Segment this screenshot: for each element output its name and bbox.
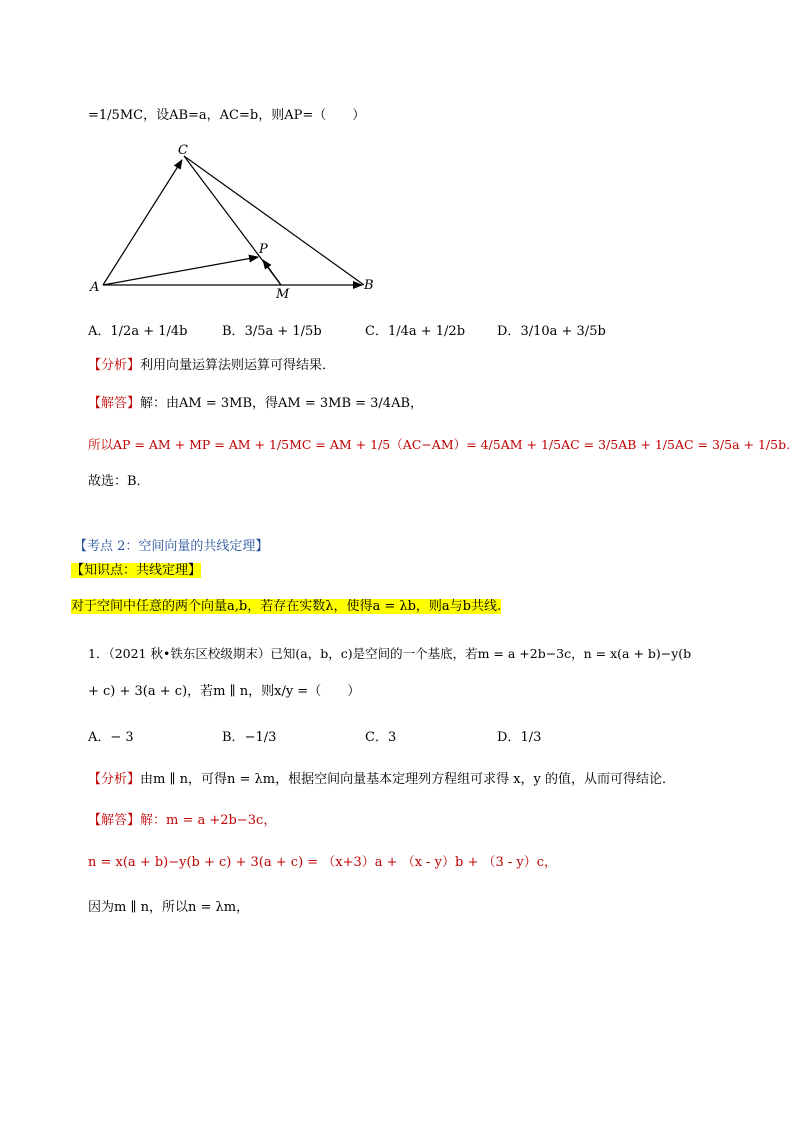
q1-answer-tag: 【解答】 (88, 813, 141, 828)
answer-line-2: 所以AP = AM + MP = AM + 1/5MC = AM + 1/5（AC−AM）= 4/5AM + 1/5AC = 3/5AB + 1/5AC = 3/5a + 1/5b. (88, 437, 791, 452)
q1-option-b: B．−1/3 (222, 730, 277, 745)
answer-text-1: 解：由AM = 3MB，得AM = 3MB = 3/4AB， (140, 396, 424, 411)
analysis (88, 356, 335, 376)
point-title: 【考点 2：空间向量的共线定理】 (74, 539, 269, 554)
analysis-tag: 【分析】 (88, 358, 141, 373)
knowledge-tag: 【知识点：共线定理】 (71, 563, 202, 578)
q1-stem-line-1: 1．（2021 秋•铁东区校级期末）已知(a，b，c)是空间的一个基底，若m = a +2b−3c，n = x(a + b)−y(b (88, 646, 692, 661)
q1-option-c: C．3 (365, 730, 397, 745)
analysis-text: 利用向量运算法则运算可得结果． (140, 358, 336, 373)
q1-analysis-tag: 【分析】 (88, 772, 141, 787)
q1-option-d: D．1/3 (497, 730, 542, 745)
label-c: C (178, 143, 188, 158)
answer-tag: 【解答】 (88, 396, 141, 411)
option-d: D．3/10a + 3/5b (497, 324, 606, 339)
question-stem: =1/5MC，设AB=a，AC=b，则AP=（ ） (88, 108, 366, 123)
knowledge-label (71, 561, 201, 581)
segment-ac (103, 160, 182, 285)
option-c: C．1/4a + 1/2b (365, 324, 466, 339)
q1-answer-line-2: n = x(a + b)−y(b + c) + 3(a + c) = （x+3）a + （x - y）b + （3 - y）c， (88, 855, 558, 870)
q1-analysis (88, 770, 675, 790)
theorem (71, 597, 501, 617)
option-a: A．1/2a + 1/4b (88, 324, 188, 339)
label-b: B (364, 278, 374, 293)
segment-ap (103, 257, 258, 285)
label-p: P (259, 242, 268, 257)
triangle-figure (86, 140, 386, 300)
segment-mp (263, 260, 281, 285)
answer-choice: 故选：B． (88, 474, 150, 489)
q1-answer-line-3: 因为m ∥ n，所以n = λm， (88, 900, 250, 915)
q1-answer-text-1: 解：m = a +2b−3c， (140, 813, 277, 828)
answer-line-1 (88, 394, 423, 414)
option-b: B．3/5a + 1/5b (222, 324, 322, 339)
q1-stem-line-2: + c) + 3(a + c)，若m ∥ n，则x/y =（ ） (88, 684, 361, 699)
label-m: M (276, 287, 290, 300)
theorem-text: 对于空间中任意的两个向量a,b，若存在实数λ，使得a = λb，则a与b共线. (71, 599, 502, 614)
label-a: A (90, 280, 100, 295)
q1-option-a: A．− 3 (88, 730, 134, 745)
q1-answer-line-1 (88, 811, 276, 831)
q1-analysis-text: 由m ∥ n，可得n = λm，根据空间向量基本定理列方程组可求得 x，y 的值，从而可得结论． (140, 772, 676, 787)
